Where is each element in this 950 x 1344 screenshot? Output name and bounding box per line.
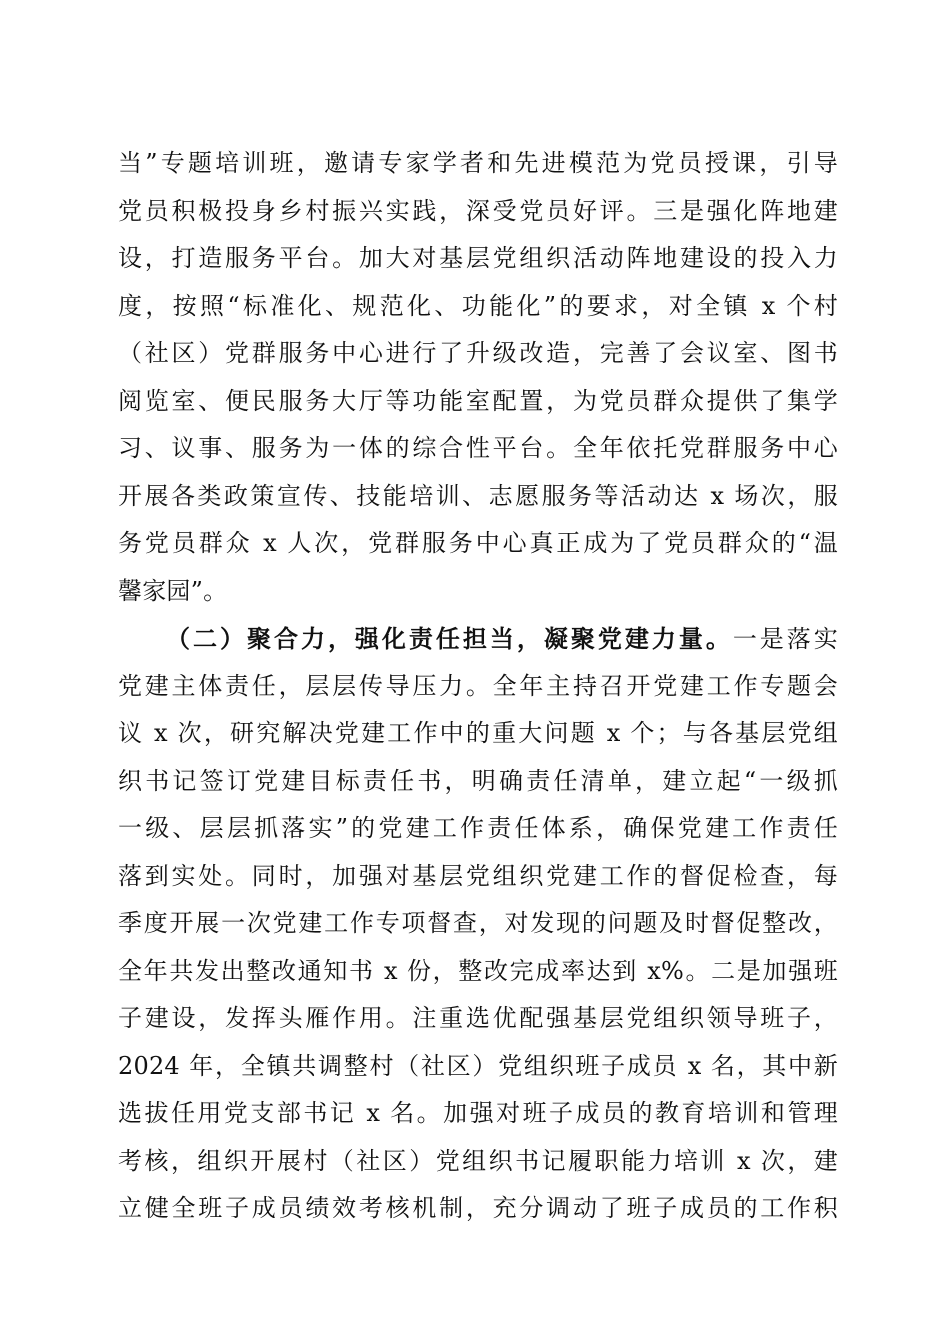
section-heading-continuation: 一是落实 — [732, 625, 838, 653]
paragraph-end-line: 馨家园”。 — [118, 576, 228, 605]
section-heading: （二）聚合力，强化责任担当，凝聚党建力量。 — [166, 624, 733, 653]
text-line: 度，按照“标准化、规范化、功能化”的要求，对全镇 x 个村 — [118, 291, 838, 320]
text-line: 设，打造服务平台。加大对基层党组织活动阵地建设的投入力 — [118, 244, 838, 272]
text-line: 一级、层层抓落实”的党建工作责任体系，确保党建工作责任 — [118, 814, 838, 842]
text-line: 全年共发出整改通知书 x 份，整改完成率达到 x%。二是加强班 — [118, 956, 838, 985]
section-heading-line — [118, 615, 838, 663]
text-line: （社区）党群服务中心进行了升级改造，完善了会议室、图书 — [118, 339, 838, 367]
text-line: 党建主体责任，层层传导压力。全年主持召开党建工作专题会 — [118, 671, 838, 700]
text-line: 织书记签订党建目标责任书，明确责任清单，建立起“一级抓 — [118, 766, 838, 795]
text-line: 季度开展一次党建工作专项督查，对发现的问题及时督促整改， — [118, 909, 838, 937]
text-line: 开展各类政策宣传、技能培训、志愿服务等活动达 x 场次，服 — [118, 481, 838, 510]
text-line: 立健全班子成员绩效考核机制，充分调动了班子成员的工作积 — [118, 1194, 838, 1222]
body-text — [118, 140, 838, 1233]
text-line: 党员积极投身乡村振兴实践，深受党员好评。三是强化阵地建 — [118, 196, 838, 225]
text-line: 子建设，发挥头雁作用。注重选优配强基层党组织领导班子， — [118, 1004, 838, 1032]
text-line: 阅览室、便民服务大厅等功能室配置，为党员群众提供了集学 — [118, 386, 838, 415]
text-line: 当”专题培训班，邀请专家学者和先进模范为党员授课，引导 — [118, 149, 838, 177]
text-line: 习、议事、服务为一体的综合性平台。全年依托党群服务中心 — [118, 434, 838, 462]
text-line: 2024 年，全镇共调整村（社区）党组织班子成员 x 名，其中新 — [118, 1051, 838, 1080]
text-line: 选拔任用党支部书记 x 名。加强对班子成员的教育培训和管理 — [118, 1099, 838, 1127]
text-line: 议 x 次，研究解决党建工作中的重大问题 x 个；与各基层党组 — [118, 719, 838, 747]
text-line: 考核，组织开展村（社区）党组织书记履职能力培训 x 次，建 — [118, 1146, 838, 1175]
text-line: 务党员群众 x 人次，党群服务中心真正成为了党员群众的“温 — [118, 529, 838, 557]
text-line: 落到实处。同时，加强对基层党组织党建工作的督促检查，每 — [118, 861, 838, 890]
